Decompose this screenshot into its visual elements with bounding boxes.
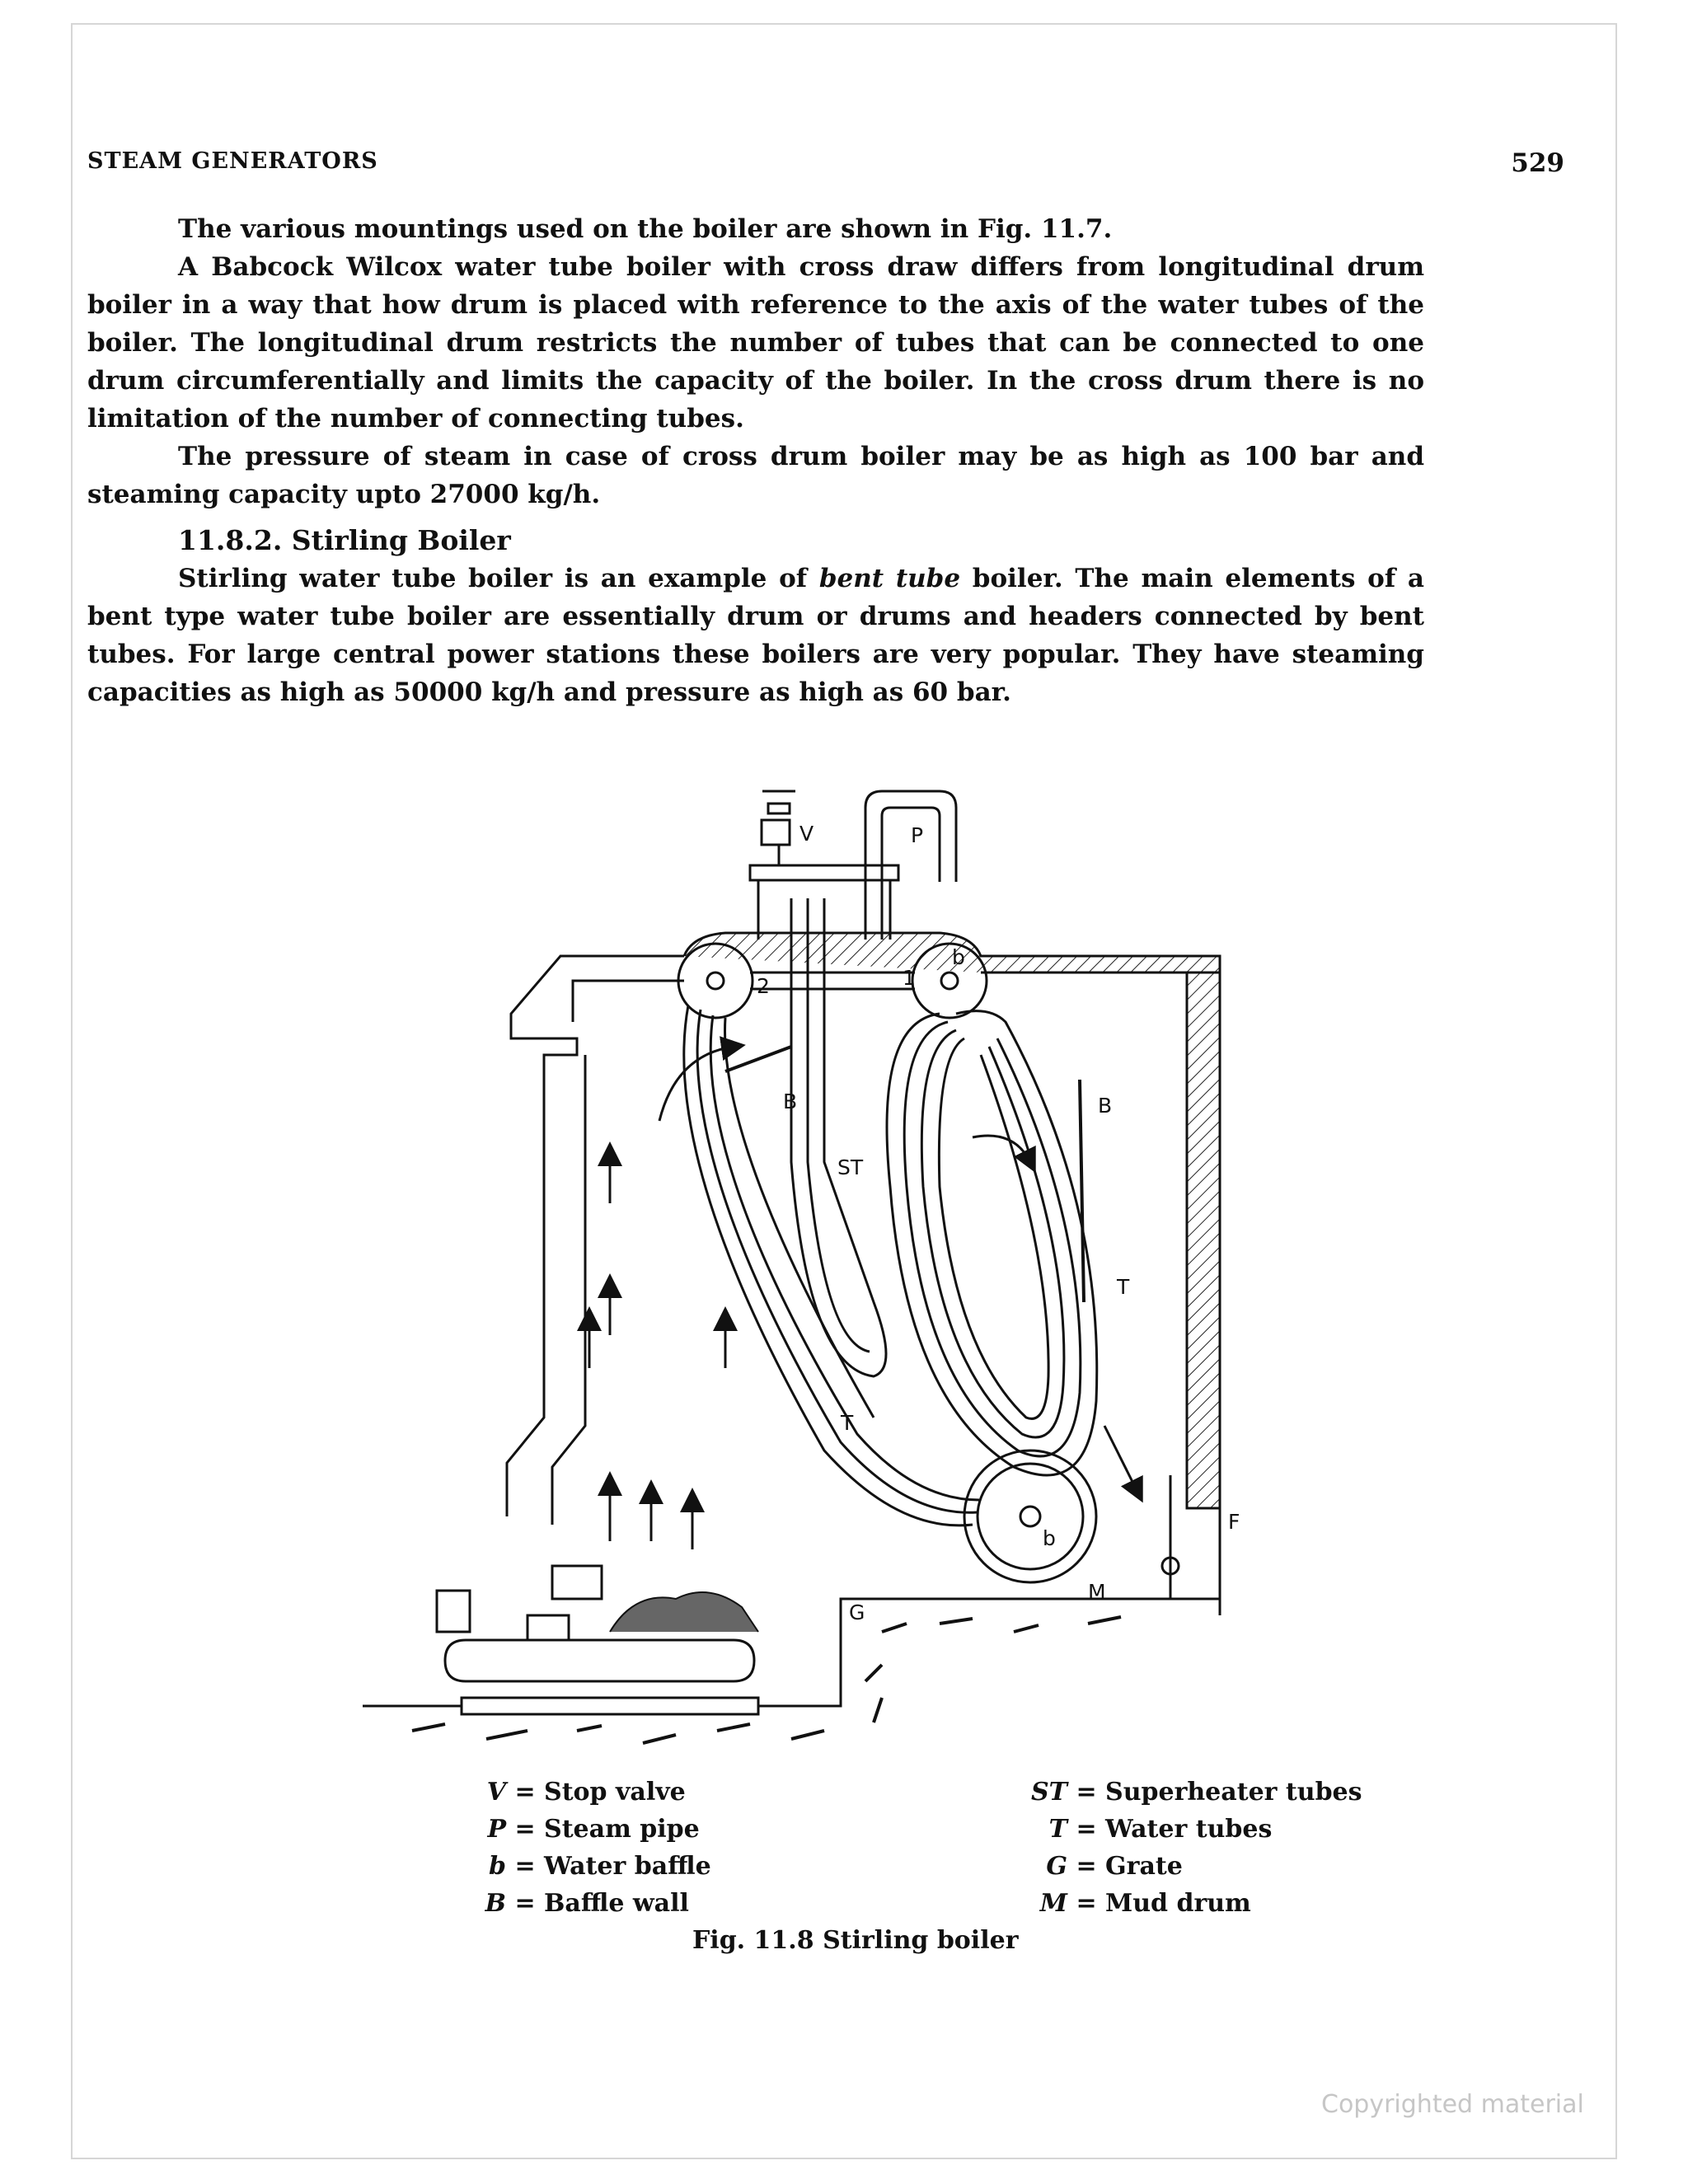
- grate-fuel-bed: [610, 1592, 758, 1632]
- legend-right: [1018, 1774, 1362, 1922]
- label-v: V: [799, 822, 814, 846]
- figure-caption: Fig. 11.8 Stirling boiler: [692, 1926, 1019, 1955]
- page-number: 529: [1511, 148, 1564, 178]
- running-head: STEAM GENERATORS: [87, 148, 378, 174]
- legend-item: M = Mud drum: [1039, 1889, 1251, 1918]
- label-t-right: T: [1117, 1275, 1130, 1299]
- legend-item: P = Steam pipe: [487, 1815, 700, 1844]
- stirling-boiler-diagram: [363, 775, 1286, 1772]
- label-f: F: [1228, 1510, 1240, 1534]
- label-p: P: [911, 823, 924, 847]
- label-b-mud: b: [1043, 1526, 1056, 1550]
- label-g: G: [849, 1601, 865, 1624]
- label-b-right: B: [1098, 1094, 1113, 1118]
- paragraph-pressure: The pressure of steam in case of cross drum boiler may be as high as 100 bar and steaming capacity upto 27000 kg/h.: [87, 442, 1424, 509]
- legend-item: T = Water tubes: [1048, 1815, 1273, 1844]
- label-b-left: B: [783, 1090, 798, 1113]
- label-m: M: [1088, 1580, 1106, 1604]
- label-b-top: b: [952, 945, 965, 969]
- label-t-lower: T: [841, 1411, 854, 1435]
- paragraph-cross-drum: A Babcock Wilcox water tube boiler with cross draw differs from longitudinal drum boiler in a way that how drum is placed with reference to the axis of the water tubes of the boiler. The longitudinal drum restricts the number of tubes that can be connected to one drum circumferentially and limits the capacity of the boiler. In the cross drum there is no limitation of the number of connecting tubes.: [87, 252, 1424, 434]
- legend-item: b = Water baffle: [489, 1852, 711, 1881]
- label-st: ST: [837, 1155, 864, 1179]
- label-2: 2: [757, 974, 770, 998]
- legend-item: G = Grate: [1046, 1852, 1183, 1881]
- legend-left: [462, 1774, 711, 1922]
- paragraph-stirling: [87, 560, 1424, 711]
- stirling-text-end: boiler. The main elements of a bent type water tube boiler are essentially drum or drums and headers connected by bent tubes. For large central power stations these boilers are very popular. They have steaming capacities as high as 50000 kg/h and pressure as high as 60 bar.: [87, 564, 1424, 707]
- body-text: [87, 210, 1424, 711]
- paragraph-mountings: The various mountings used on the boiler are shown in Fig. 11.7.: [178, 214, 1113, 244]
- bent-tube-emphasis: bent tube: [818, 564, 961, 593]
- copyright-watermark: Copyrighted material: [1321, 2090, 1584, 2119]
- legend-item: ST = Superheater tubes: [1031, 1778, 1362, 1807]
- stop-valve-icon: [762, 791, 795, 865]
- legend-item: B = Baffle wall: [485, 1889, 689, 1918]
- chain-grate-stoker: [437, 1566, 758, 1714]
- legend-item: V = Stop valve: [486, 1778, 686, 1807]
- label-1: 1: [903, 966, 916, 990]
- section-heading: 11.8.2. Stirling Boiler: [178, 524, 511, 556]
- mud-drum: [964, 1451, 1096, 1582]
- stirling-text-start: Stirling water tube boiler is an example of: [178, 564, 819, 593]
